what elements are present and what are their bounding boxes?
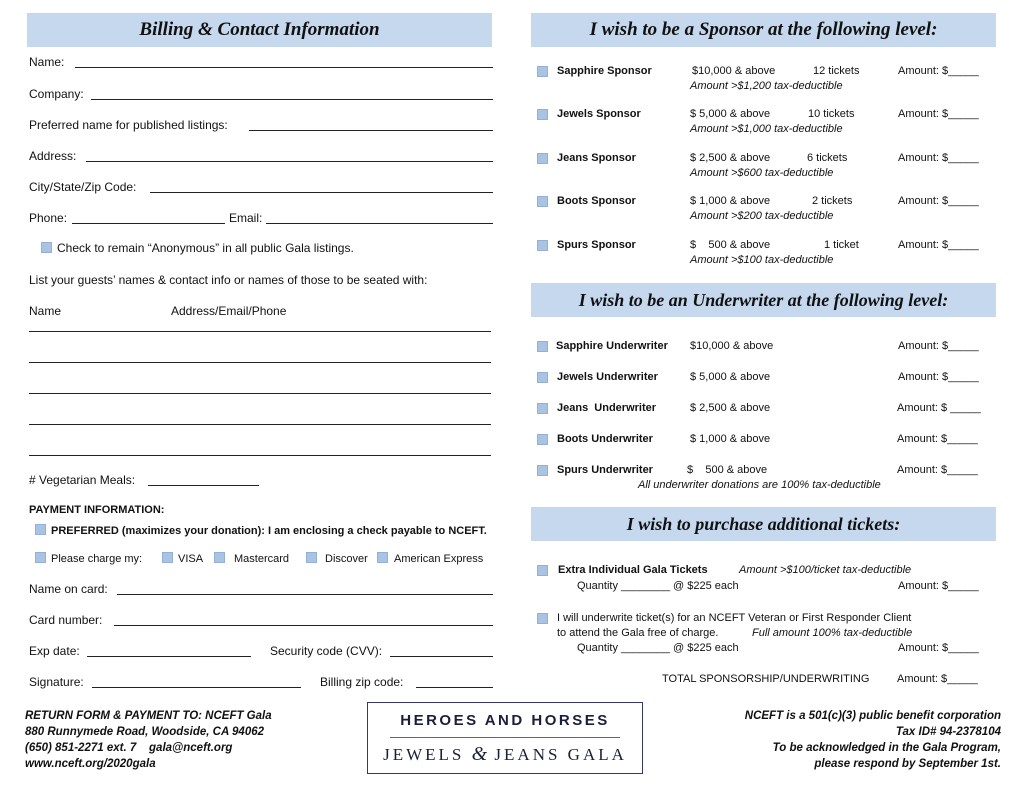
preferred-name-field[interactable] <box>249 130 493 131</box>
vegetarian-label: # Vegetarian Meals: <box>29 473 136 487</box>
email-label: Email: <box>229 211 263 225</box>
guest-contact-header: Address/Email/Phone <box>171 304 287 318</box>
org-status: NCEFT is a 501(c)(3) public benefit corporation <box>744 710 1001 722</box>
veteran-tickets-checkbox[interactable] <box>537 613 548 624</box>
guest-name-header: Name <box>29 304 62 318</box>
guest-line[interactable] <box>29 331 491 332</box>
sponsor-checkbox-boots[interactable] <box>537 196 548 207</box>
vegetarian-field[interactable] <box>148 485 259 486</box>
logo-divider <box>390 737 620 738</box>
extra-tickets-note: Amount >$100/ticket tax-deductible <box>739 564 912 576</box>
return-contact: (650) 851-2271 ext. 7 gala@nceft.org <box>25 742 233 754</box>
underwriter-amount[interactable]: Amount: $_____ <box>897 464 978 476</box>
underwriter-price: $ 500 & above <box>687 464 768 476</box>
card-number-label: Card number: <box>29 613 103 627</box>
extra-tickets-checkbox[interactable] <box>537 565 548 576</box>
underwriter-price: $ 5,000 & above <box>690 371 771 383</box>
sponsor-tickets: 6 tickets <box>807 152 848 164</box>
sponsor-checkbox-jeans[interactable] <box>537 153 548 164</box>
card-number-field[interactable] <box>114 625 493 626</box>
tickets-header <box>531 507 996 541</box>
phone-label: Phone: <box>29 211 68 225</box>
amex-label: American Express <box>394 553 484 565</box>
extra-tickets-quantity[interactable]: Quantity ________ @ $225 each <box>577 580 739 592</box>
veteran-tickets-line2: to attend the Gala free of charge. <box>557 627 719 639</box>
name-on-card-field[interactable] <box>117 594 493 595</box>
sponsor-tickets: 2 tickets <box>812 195 853 207</box>
underwriter-name: Jeans Underwriter <box>557 402 657 414</box>
underwriter-amount[interactable]: Amount: $ _____ <box>897 402 981 414</box>
phone-field[interactable] <box>72 223 225 224</box>
sponsor-note: Amount >$600 tax-deductible <box>690 167 834 179</box>
sponsor-price: $ 500 & above <box>690 239 771 251</box>
address-field[interactable] <box>86 161 493 162</box>
sponsor-title: I wish to be a Sponsor at the following level: <box>589 19 938 40</box>
org-info <box>745 708 1001 772</box>
sponsor-tickets: 10 tickets <box>808 108 855 120</box>
sponsor-tickets: 12 tickets <box>813 65 860 77</box>
discover-checkbox[interactable] <box>306 552 317 563</box>
preferred-name-label: Preferred name for published listings: <box>29 118 228 132</box>
sponsor-name: Jewels Sponsor <box>557 108 641 120</box>
discover-label: Discover <box>325 553 368 565</box>
sponsor-amount[interactable]: Amount: $_____ <box>898 108 979 120</box>
underwriter-header <box>531 283 996 317</box>
underwriter-name: Spurs Underwriter <box>557 464 653 476</box>
signature-field[interactable] <box>92 687 301 688</box>
underwriter-note: All underwriter donations are 100% tax-deductible <box>638 479 881 491</box>
city-field[interactable] <box>150 192 493 193</box>
logo-jeans-gala: JEANS GALA <box>494 745 627 764</box>
cvv-field[interactable] <box>390 656 493 657</box>
total-label: TOTAL SPONSORSHIP/UNDERWRITING <box>662 673 870 685</box>
underwriter-checkbox-boots[interactable] <box>537 434 548 445</box>
exp-date-label: Exp date: <box>29 644 80 658</box>
total-amount[interactable]: Amount: $_____ <box>897 673 978 685</box>
sponsor-price: $10,000 & above <box>692 65 776 77</box>
exp-date-field[interactable] <box>87 656 251 657</box>
return-address: 880 Runnymede Road, Woodside, CA 94062 <box>25 726 265 738</box>
underwriter-checkbox-sapphire[interactable] <box>537 341 548 352</box>
sponsor-note: Amount >$100 tax-deductible <box>690 254 834 266</box>
extra-tickets-amount[interactable]: Amount: $_____ <box>898 580 979 592</box>
billing-title: Billing & Contact Information <box>139 19 380 40</box>
billing-zip-field[interactable] <box>416 687 493 688</box>
underwriter-title: I wish to be an Underwriter at the following level: <box>578 289 949 310</box>
mastercard-checkbox[interactable] <box>214 552 225 563</box>
return-label: RETURN FORM & PAYMENT TO: NCEFT Gala <box>25 710 272 722</box>
underwriter-amount[interactable]: Amount: $_____ <box>897 433 978 445</box>
tax-id: Tax ID# 94-2378104 <box>895 726 1001 738</box>
sponsor-note: Amount >$200 tax-deductible <box>690 210 834 222</box>
address-label: Address: <box>29 149 77 163</box>
respond-deadline: please respond by September 1st. <box>814 758 1001 770</box>
guest-line[interactable] <box>29 393 491 394</box>
sponsor-name: Spurs Sponsor <box>557 239 636 251</box>
guests-intro: List your guests’ names & contact info or names of those to be seated with: <box>29 273 428 287</box>
veteran-tickets-amount[interactable]: Amount: $_____ <box>898 642 979 654</box>
company-field[interactable] <box>91 99 493 100</box>
sponsor-checkbox-jewels[interactable] <box>537 109 548 120</box>
underwriter-name: Sapphire Underwriter <box>556 340 668 352</box>
amex-checkbox[interactable] <box>377 552 388 563</box>
billing-zip-label: Billing zip code: <box>320 675 404 689</box>
return-website: www.nceft.org/2020gala <box>25 758 156 770</box>
sponsor-note: Amount >$1,000 tax-deductible <box>690 123 843 135</box>
extra-tickets-label: Extra Individual Gala Tickets <box>558 564 708 576</box>
underwriter-amount[interactable]: Amount: $_____ <box>898 340 979 352</box>
sponsor-header <box>531 13 996 47</box>
underwriter-checkbox-jewels[interactable] <box>537 372 548 383</box>
underwriter-price: $ 1,000 & above <box>690 433 771 445</box>
underwriter-price: $ 2,500 & above <box>690 402 771 414</box>
sponsor-name: Sapphire Sponsor <box>557 65 652 77</box>
charge-checkbox[interactable] <box>35 552 46 563</box>
logo-subtitle <box>368 743 642 766</box>
signature-label: Signature: <box>29 675 84 689</box>
logo-jewels: JEWELS <box>383 745 465 764</box>
charge-label: Please charge my: <box>51 553 143 565</box>
sponsor-note: Amount >$1,200 tax-deductible <box>690 80 843 92</box>
visa-checkbox[interactable] <box>162 552 173 563</box>
name-on-card-label: Name on card: <box>29 582 108 596</box>
sponsor-checkbox-spurs[interactable] <box>537 240 548 251</box>
company-label: Company: <box>29 87 84 101</box>
sponsor-amount[interactable]: Amount: $_____ <box>898 195 979 207</box>
guest-line[interactable] <box>29 424 491 425</box>
sponsor-amount[interactable]: Amount: $_____ <box>898 65 979 77</box>
sponsor-name: Boots Sponsor <box>557 195 636 207</box>
return-info <box>25 708 272 772</box>
payment-title: PAYMENT INFORMATION: <box>29 504 165 516</box>
city-label: City/State/Zip Code: <box>29 180 137 194</box>
sponsor-price: $ 2,500 & above <box>690 152 771 164</box>
underwriter-checkbox-spurs[interactable] <box>537 465 548 476</box>
sponsor-checkbox-sapphire[interactable] <box>537 66 548 77</box>
logo-ampersand: & <box>471 743 488 765</box>
sponsor-price: $ 5,000 & above <box>690 108 771 120</box>
guest-line[interactable] <box>29 455 491 456</box>
logo-title: HEROES AND HORSES <box>400 712 610 729</box>
check-payment-checkbox[interactable] <box>35 524 46 535</box>
gala-logo <box>367 702 643 774</box>
underwriter-price: $10,000 & above <box>690 340 774 352</box>
billing-header <box>27 13 492 47</box>
sponsor-name: Jeans Sponsor <box>557 152 636 164</box>
ack-note: To be acknowledged in the Gala Program, <box>772 742 1001 754</box>
sponsor-amount[interactable]: Amount: $_____ <box>898 152 979 164</box>
sponsor-amount[interactable]: Amount: $_____ <box>898 239 979 251</box>
name-label: Name: <box>29 55 65 69</box>
tickets-title: I wish to purchase additional tickets: <box>626 513 901 534</box>
sponsor-price: $ 1,000 & above <box>690 195 771 207</box>
underwriter-amount[interactable]: Amount: $_____ <box>898 371 979 383</box>
underwriter-name: Jewels Underwriter <box>557 371 658 383</box>
anonymous-label: Check to remain “Anonymous” in all public Gala listings. <box>57 241 354 255</box>
guest-line[interactable] <box>29 362 491 363</box>
veteran-tickets-line1: I will underwrite ticket(s) for an NCEFT Veteran or First Responder Client <box>557 612 912 624</box>
underwriter-name: Boots Underwriter <box>557 433 653 445</box>
cvv-label: Security code (CVV): <box>270 644 383 658</box>
veteran-tickets-quantity[interactable]: Quantity ________ @ $225 each <box>577 642 739 654</box>
email-field[interactable] <box>266 223 493 224</box>
check-payment-label: PREFERRED (maximizes your donation): I am enclosing a check payable to NCEFT. <box>51 525 487 537</box>
anonymous-checkbox[interactable] <box>41 242 52 253</box>
mastercard-label: Mastercard <box>234 553 290 565</box>
name-field[interactable] <box>75 67 493 68</box>
sponsor-tickets: 1 ticket <box>824 239 859 251</box>
veteran-tickets-note: Full amount 100% tax-deductible <box>752 627 913 639</box>
underwriter-checkbox-jeans[interactable] <box>537 403 548 414</box>
visa-label: VISA <box>178 553 204 565</box>
